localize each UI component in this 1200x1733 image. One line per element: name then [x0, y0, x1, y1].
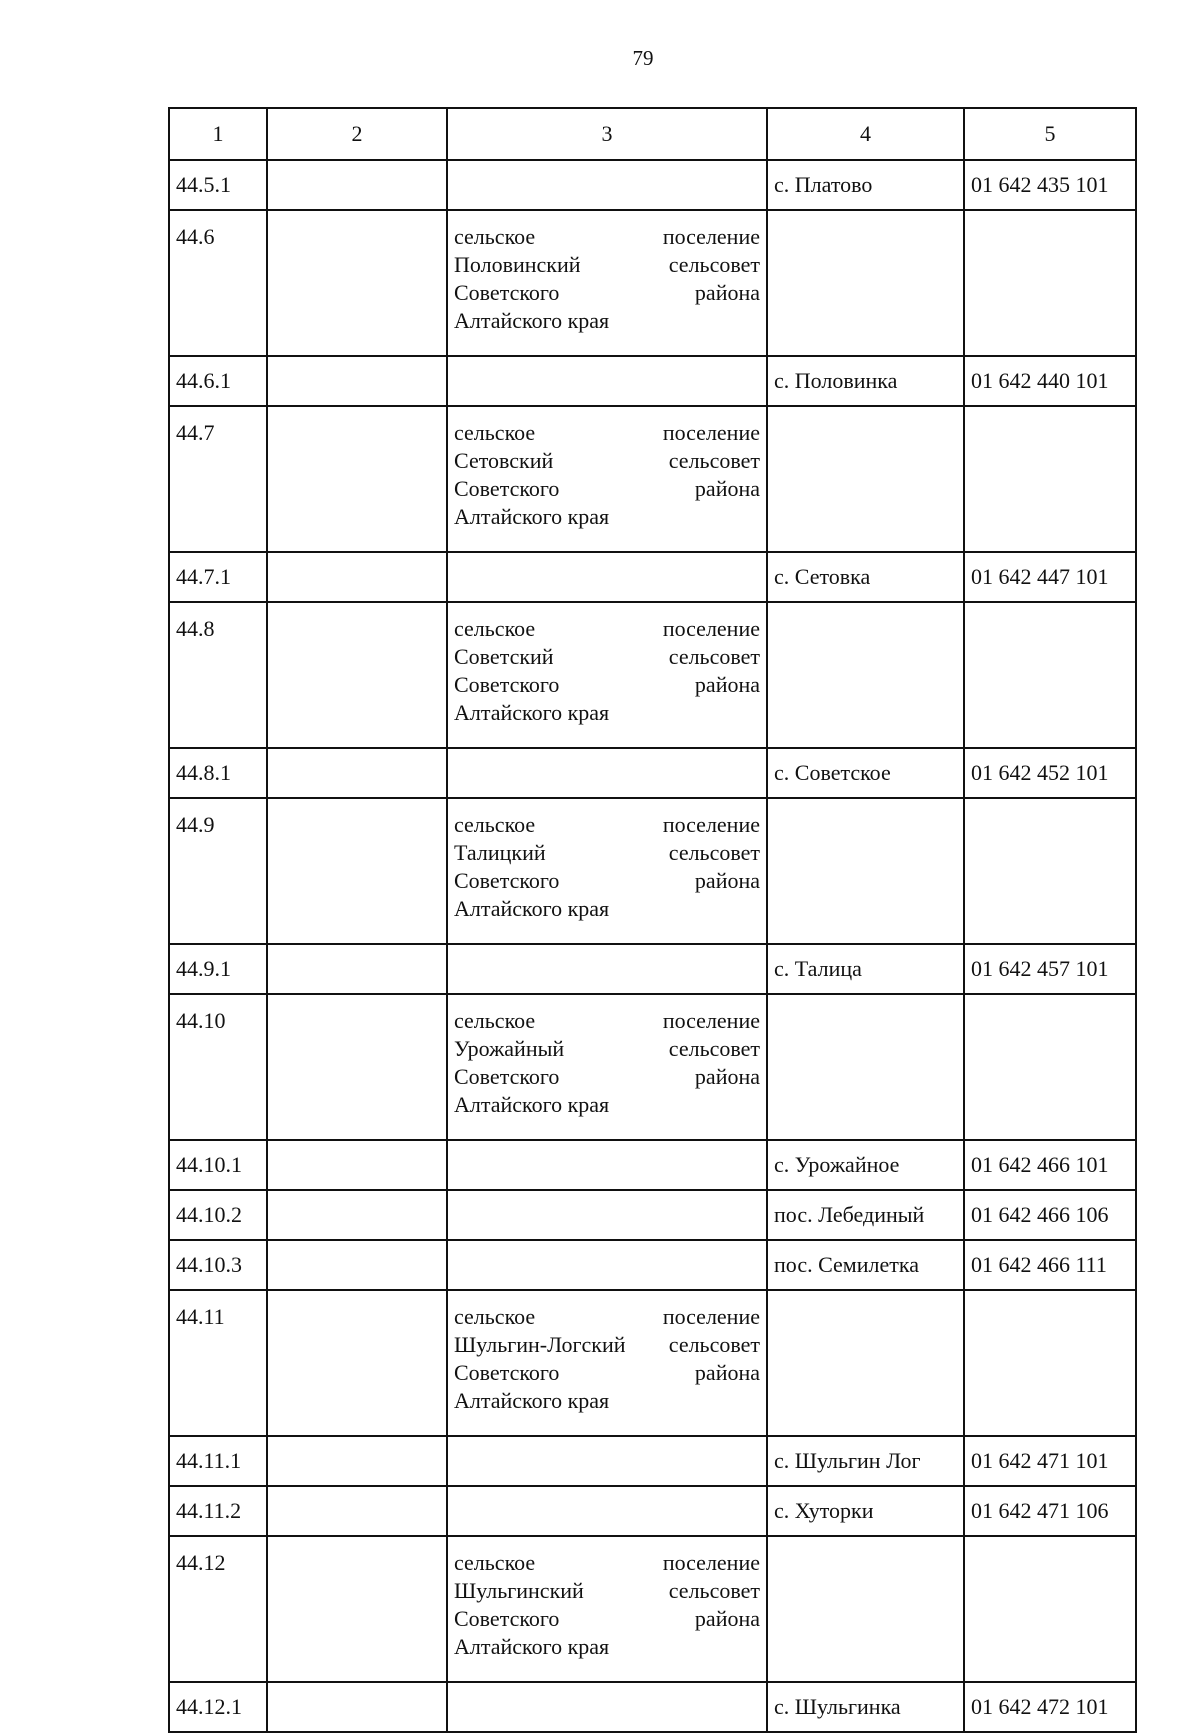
municipality-name-cell: [447, 798, 767, 944]
row-number-cell: 44.10: [169, 994, 267, 1140]
municipality-name-line: Советского района: [454, 476, 760, 501]
empty-cell: [267, 356, 447, 406]
locality-cell: [767, 210, 964, 356]
locality-cell: с. Урожайное: [767, 1140, 964, 1190]
table-header-row: [169, 108, 1136, 160]
row-number-cell: 44.10.1: [169, 1140, 267, 1190]
table-row: [169, 210, 1136, 356]
column-header-1: 1: [169, 108, 267, 160]
row-number-cell: 44.11.2: [169, 1486, 267, 1536]
municipality-name-line: Алтайского края: [454, 896, 610, 921]
municipality-name-cell: [447, 1290, 767, 1436]
municipality-name-line: Алтайского края: [454, 504, 610, 529]
row-number-cell: 44.12: [169, 1536, 267, 1682]
empty-cell: [267, 994, 447, 1140]
row-number-cell: 44.10.3: [169, 1240, 267, 1290]
column-header-2: 2: [267, 108, 447, 160]
locality-cell: с. Шульгин Лог: [767, 1436, 964, 1486]
municipality-name-cell: [447, 552, 767, 602]
municipality-name-line: Сетовский сельсовет: [454, 448, 760, 473]
row-number-cell: 44.7: [169, 406, 267, 552]
municipality-name-line: Урожайный сельсовет: [454, 1036, 760, 1061]
empty-cell: [267, 406, 447, 552]
municipality-name-cell: [447, 160, 767, 210]
row-number-cell: 44.10.2: [169, 1190, 267, 1240]
municipality-name-line: Половинский сельсовет: [454, 252, 760, 277]
table-row: [169, 1140, 1136, 1190]
locality-cell: [767, 602, 964, 748]
empty-cell: [267, 1240, 447, 1290]
empty-cell: [267, 1682, 447, 1732]
row-number-cell: 44.12.1: [169, 1682, 267, 1732]
table-row: [169, 1486, 1136, 1536]
table-row: [169, 160, 1136, 210]
empty-cell: [267, 1140, 447, 1190]
oktmo-code-cell: 01 642 457 101: [964, 944, 1136, 994]
row-number-cell: 44.11: [169, 1290, 267, 1436]
table-row: [169, 1290, 1136, 1436]
empty-cell: [267, 798, 447, 944]
municipality-name-line: сельское поселение: [454, 812, 760, 837]
row-number-cell: 44.8: [169, 602, 267, 748]
municipality-name-cell: [447, 406, 767, 552]
locality-cell: [767, 406, 964, 552]
municipality-name-cell: [447, 1436, 767, 1486]
empty-cell: [267, 1290, 447, 1436]
locality-cell: с. Сетовка: [767, 552, 964, 602]
empty-cell: [267, 748, 447, 798]
municipality-name-line: Шульгин-Логский сельсовет: [454, 1332, 760, 1357]
locality-cell: с. Талица: [767, 944, 964, 994]
locality-cell: [767, 798, 964, 944]
municipality-name-cell: [447, 210, 767, 356]
oktmo-code-cell: 01 642 472 101: [964, 1682, 1136, 1732]
table-row: [169, 602, 1136, 748]
empty-cell: [267, 160, 447, 210]
oktmo-code-cell: 01 642 466 101: [964, 1140, 1136, 1190]
table-row: [169, 1436, 1136, 1486]
municipality-name-line: сельское поселение: [454, 420, 760, 445]
oktmo-code-cell: 01 642 471 106: [964, 1486, 1136, 1536]
oktmo-code-cell: 01 642 435 101: [964, 160, 1136, 210]
table-row: [169, 552, 1136, 602]
municipality-name-cell: [447, 1190, 767, 1240]
empty-cell: [267, 944, 447, 994]
row-number-cell: 44.6: [169, 210, 267, 356]
municipality-name-cell: [447, 748, 767, 798]
column-header-5: 5: [964, 108, 1136, 160]
table-row: [169, 356, 1136, 406]
municipality-name-line: Алтайского края: [454, 1634, 610, 1659]
municipality-name-cell: [447, 1682, 767, 1732]
empty-cell: [267, 602, 447, 748]
municipality-name-line: Шульгинский сельсовет: [454, 1578, 760, 1603]
municipality-name-line: Советского района: [454, 672, 760, 697]
locality-cell: с. Платово: [767, 160, 964, 210]
empty-cell: [267, 210, 447, 356]
empty-cell: [267, 1190, 447, 1240]
locality-cell: с. Шульгинка: [767, 1682, 964, 1732]
empty-cell: [267, 1536, 447, 1682]
row-number-cell: 44.6.1: [169, 356, 267, 406]
municipality-name-cell: [447, 944, 767, 994]
municipality-name-line: сельское поселение: [454, 616, 760, 641]
municipality-name-line: Советского района: [454, 868, 760, 893]
municipality-name-line: Алтайского края: [454, 308, 610, 333]
column-header-3: 3: [447, 108, 767, 160]
table-row: [169, 406, 1136, 552]
municipality-name-line: Советского района: [454, 1606, 760, 1631]
table-row: [169, 748, 1136, 798]
locality-cell: [767, 1290, 964, 1436]
table-row: [169, 798, 1136, 944]
locality-cell: с. Половинка: [767, 356, 964, 406]
row-number-cell: 44.9: [169, 798, 267, 944]
municipal-register-table: [168, 107, 1137, 1733]
municipality-name-line: Алтайского края: [454, 700, 610, 725]
oktmo-code-cell: [964, 994, 1136, 1140]
municipality-name-cell: [447, 1140, 767, 1190]
municipality-name-line: сельское поселение: [454, 224, 760, 249]
oktmo-code-cell: 01 642 440 101: [964, 356, 1136, 406]
locality-cell: пос. Семилетка: [767, 1240, 964, 1290]
empty-cell: [267, 1436, 447, 1486]
municipality-name-cell: [447, 1240, 767, 1290]
municipality-name-line: Советского района: [454, 280, 760, 305]
locality-cell: пос. Лебединый: [767, 1190, 964, 1240]
municipality-name-line: Советского района: [454, 1064, 760, 1089]
oktmo-code-cell: [964, 1536, 1136, 1682]
row-number-cell: 44.8.1: [169, 748, 267, 798]
oktmo-code-cell: [964, 210, 1136, 356]
oktmo-code-cell: [964, 1290, 1136, 1436]
oktmo-code-cell: [964, 798, 1136, 944]
municipality-name-line: Советского района: [454, 1360, 760, 1385]
column-header-4: 4: [767, 108, 964, 160]
empty-cell: [267, 1486, 447, 1536]
table-row: [169, 994, 1136, 1140]
table-row: [169, 944, 1136, 994]
municipality-name-cell: [447, 602, 767, 748]
locality-cell: с. Советское: [767, 748, 964, 798]
municipality-name-line: Алтайского края: [454, 1092, 610, 1117]
oktmo-code-cell: 01 642 447 101: [964, 552, 1136, 602]
table-row: [169, 1190, 1136, 1240]
municipality-name-cell: [447, 994, 767, 1140]
locality-cell: [767, 1536, 964, 1682]
oktmo-code-cell: [964, 602, 1136, 748]
row-number-cell: 44.5.1: [169, 160, 267, 210]
table-row: [169, 1240, 1136, 1290]
municipality-name-cell: [447, 1536, 767, 1682]
row-number-cell: 44.7.1: [169, 552, 267, 602]
table-row: [169, 1536, 1136, 1682]
table-row: [169, 1682, 1136, 1732]
oktmo-code-cell: [964, 406, 1136, 552]
empty-cell: [267, 552, 447, 602]
oktmo-code-cell: 01 642 471 101: [964, 1436, 1136, 1486]
locality-cell: с. Хуторки: [767, 1486, 964, 1536]
oktmo-code-cell: 01 642 466 106: [964, 1190, 1136, 1240]
locality-cell: [767, 994, 964, 1140]
oktmo-code-cell: 01 642 466 111: [964, 1240, 1136, 1290]
municipality-name-line: сельское поселение: [454, 1304, 760, 1329]
page-number: 79: [632, 46, 654, 70]
municipality-name-line: Советский сельсовет: [454, 644, 760, 669]
table-body: [169, 160, 1136, 1732]
municipality-name-line: сельское поселение: [454, 1550, 760, 1575]
row-number-cell: 44.11.1: [169, 1436, 267, 1486]
row-number-cell: 44.9.1: [169, 944, 267, 994]
municipality-name-cell: [447, 1486, 767, 1536]
oktmo-code-cell: 01 642 452 101: [964, 748, 1136, 798]
municipality-name-line: Алтайского края: [454, 1388, 610, 1413]
municipality-name-cell: [447, 356, 767, 406]
municipality-name-line: сельское поселение: [454, 1008, 760, 1033]
municipality-name-line: Талицкий сельсовет: [454, 840, 760, 865]
